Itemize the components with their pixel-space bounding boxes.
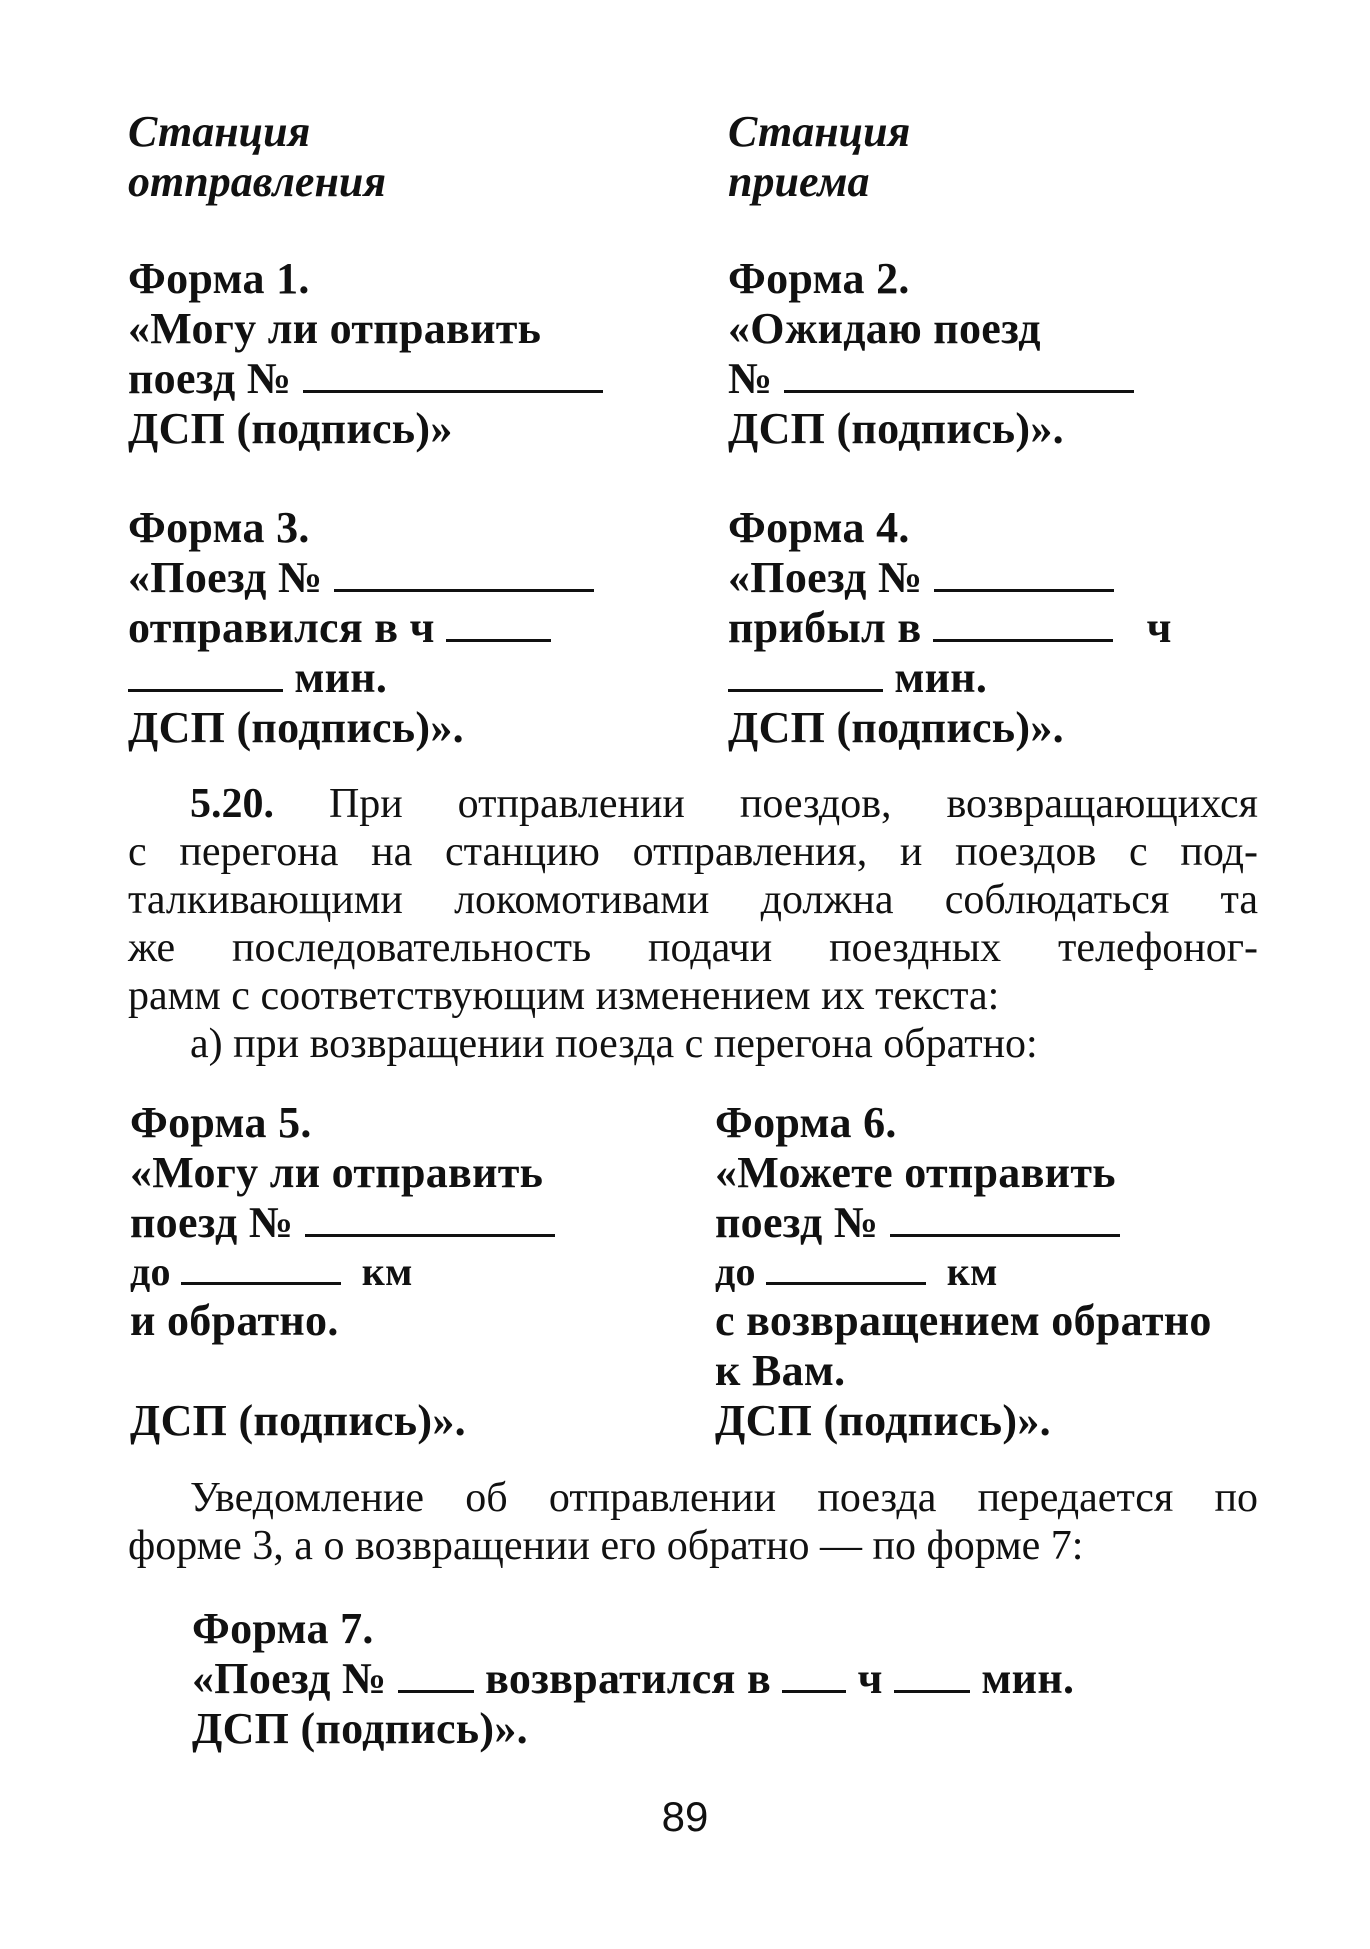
- fill-blank: [446, 605, 551, 642]
- fill-blank: [128, 655, 283, 692]
- form-line: [130, 1198, 670, 1248]
- form-title: Форма 2.: [728, 254, 910, 303]
- form-text: возвратился в: [485, 1654, 772, 1703]
- section-number: 5.20.: [190, 781, 274, 827]
- form-line: [128, 354, 688, 404]
- form-7: [192, 1604, 1292, 1754]
- header-receiving-station: [728, 107, 1288, 207]
- form-1: [128, 254, 688, 454]
- form-title: Форма 3.: [128, 503, 310, 552]
- fill-blank: [766, 1248, 926, 1285]
- fill-blank: [933, 605, 1113, 642]
- form-4: [728, 503, 1288, 753]
- form-text: «Поезд №: [192, 1654, 387, 1703]
- paragraph-line: форме 3, а о возвращении его обратно — по форме 7:: [128, 1523, 1084, 1569]
- form-line: [128, 553, 688, 603]
- fill-blank: [784, 356, 1134, 393]
- form-line: ДСП (подпись)».: [728, 703, 1064, 752]
- form-text: прибыл в: [728, 603, 922, 652]
- form-line: «Ожидаю поезд: [728, 304, 1041, 353]
- paragraph-text: При отправлении поездов, возвращающихся: [328, 781, 1258, 827]
- form-text: поезд №: [130, 1198, 294, 1247]
- form-line: [192, 1654, 1292, 1704]
- form-5: [130, 1098, 670, 1446]
- form-3: [128, 503, 688, 753]
- fill-blank: [728, 655, 883, 692]
- form-line: «Могу ли отправить: [130, 1148, 544, 1197]
- form-line: «Могу ли отправить: [128, 304, 542, 353]
- header-line: Станция: [128, 107, 311, 156]
- form-line: [728, 653, 1288, 703]
- form-line: ДСП (подпись)».: [715, 1396, 1051, 1445]
- form-line: ДСП (подпись)».: [728, 404, 1064, 453]
- paragraph-line: [128, 780, 1258, 828]
- page-number: 89: [661, 1793, 709, 1840]
- form-line: ДСП (подпись)».: [192, 1704, 528, 1753]
- fill-blank: [398, 1656, 474, 1693]
- paragraph-line: рамм с соответствующим изменением их текста:: [128, 973, 1000, 1019]
- form-line: [128, 603, 688, 653]
- form-text: км: [361, 1249, 413, 1294]
- form-line: [128, 653, 688, 703]
- form-line: [728, 354, 1288, 404]
- form-text: ч: [1146, 603, 1172, 652]
- form-line: и обратно.: [130, 1296, 339, 1345]
- fill-blank: [894, 1656, 970, 1693]
- fill-blank: [303, 356, 603, 393]
- section-5-20: [128, 780, 1258, 1068]
- header-line: приема: [728, 157, 870, 206]
- form-title: Форма 6.: [715, 1098, 897, 1147]
- form-text: км: [946, 1249, 998, 1294]
- form-text: мин.: [981, 1654, 1075, 1703]
- form-line: [728, 603, 1288, 653]
- form-line: [715, 1248, 1315, 1296]
- form-text: «Поезд №: [728, 553, 923, 602]
- form-title: Форма 7.: [192, 1604, 374, 1653]
- paragraph-line: с перегона на станцию отправления, и поездов с под-: [128, 829, 1258, 875]
- form-line: [715, 1198, 1315, 1248]
- form-2: [728, 254, 1288, 454]
- form-text: поезд №: [128, 354, 292, 403]
- form-line: ДСП (подпись)».: [130, 1396, 466, 1445]
- form-line: ДСП (подпись)».: [128, 703, 464, 752]
- header-line: отправления: [128, 157, 387, 206]
- list-item-a: [128, 1020, 1258, 1068]
- paragraph-text: Уведомление об отправлении поезда передается по: [190, 1475, 1258, 1521]
- fill-blank: [334, 555, 594, 592]
- header-line: Станция: [728, 107, 911, 156]
- form-text: отправился в ч: [128, 603, 435, 652]
- paragraph-line: [128, 1474, 1258, 1522]
- header-departure-station: [128, 107, 688, 207]
- form-line: с возвращением обратно: [715, 1296, 1212, 1345]
- form-text: №: [728, 354, 773, 403]
- form-line: «Можете отправить: [715, 1148, 1116, 1197]
- form-text: мин.: [294, 653, 388, 702]
- form-title: Форма 1.: [128, 254, 310, 303]
- form-text: поезд №: [715, 1198, 879, 1247]
- form-line: [728, 553, 1288, 603]
- form-6: [715, 1098, 1315, 1446]
- form-line: ДСП (подпись)»: [128, 404, 453, 453]
- form-title: Форма 5.: [130, 1098, 312, 1147]
- fill-blank: [934, 555, 1114, 592]
- form-text: до: [130, 1249, 171, 1294]
- form-text: до: [715, 1249, 756, 1294]
- fill-blank: [782, 1656, 846, 1693]
- fill-blank: [890, 1200, 1120, 1237]
- form-text: «Поезд №: [128, 553, 323, 602]
- fill-blank: [305, 1200, 555, 1237]
- form-line: к Вам.: [715, 1346, 846, 1395]
- paragraph-line: талкивающими локомотивами должна соблюдаться та: [128, 877, 1258, 923]
- notice-paragraph: [128, 1474, 1258, 1570]
- form-line: [130, 1248, 670, 1296]
- fill-blank: [181, 1248, 341, 1285]
- paragraph-line: же последовательность подачи поездных телефоног-: [128, 925, 1258, 971]
- paragraph-text: а) при возвращении поезда с перегона обратно:: [190, 1021, 1038, 1067]
- form-text: ч: [857, 1654, 883, 1703]
- form-text: мин.: [894, 653, 988, 702]
- form-title: Форма 4.: [728, 503, 910, 552]
